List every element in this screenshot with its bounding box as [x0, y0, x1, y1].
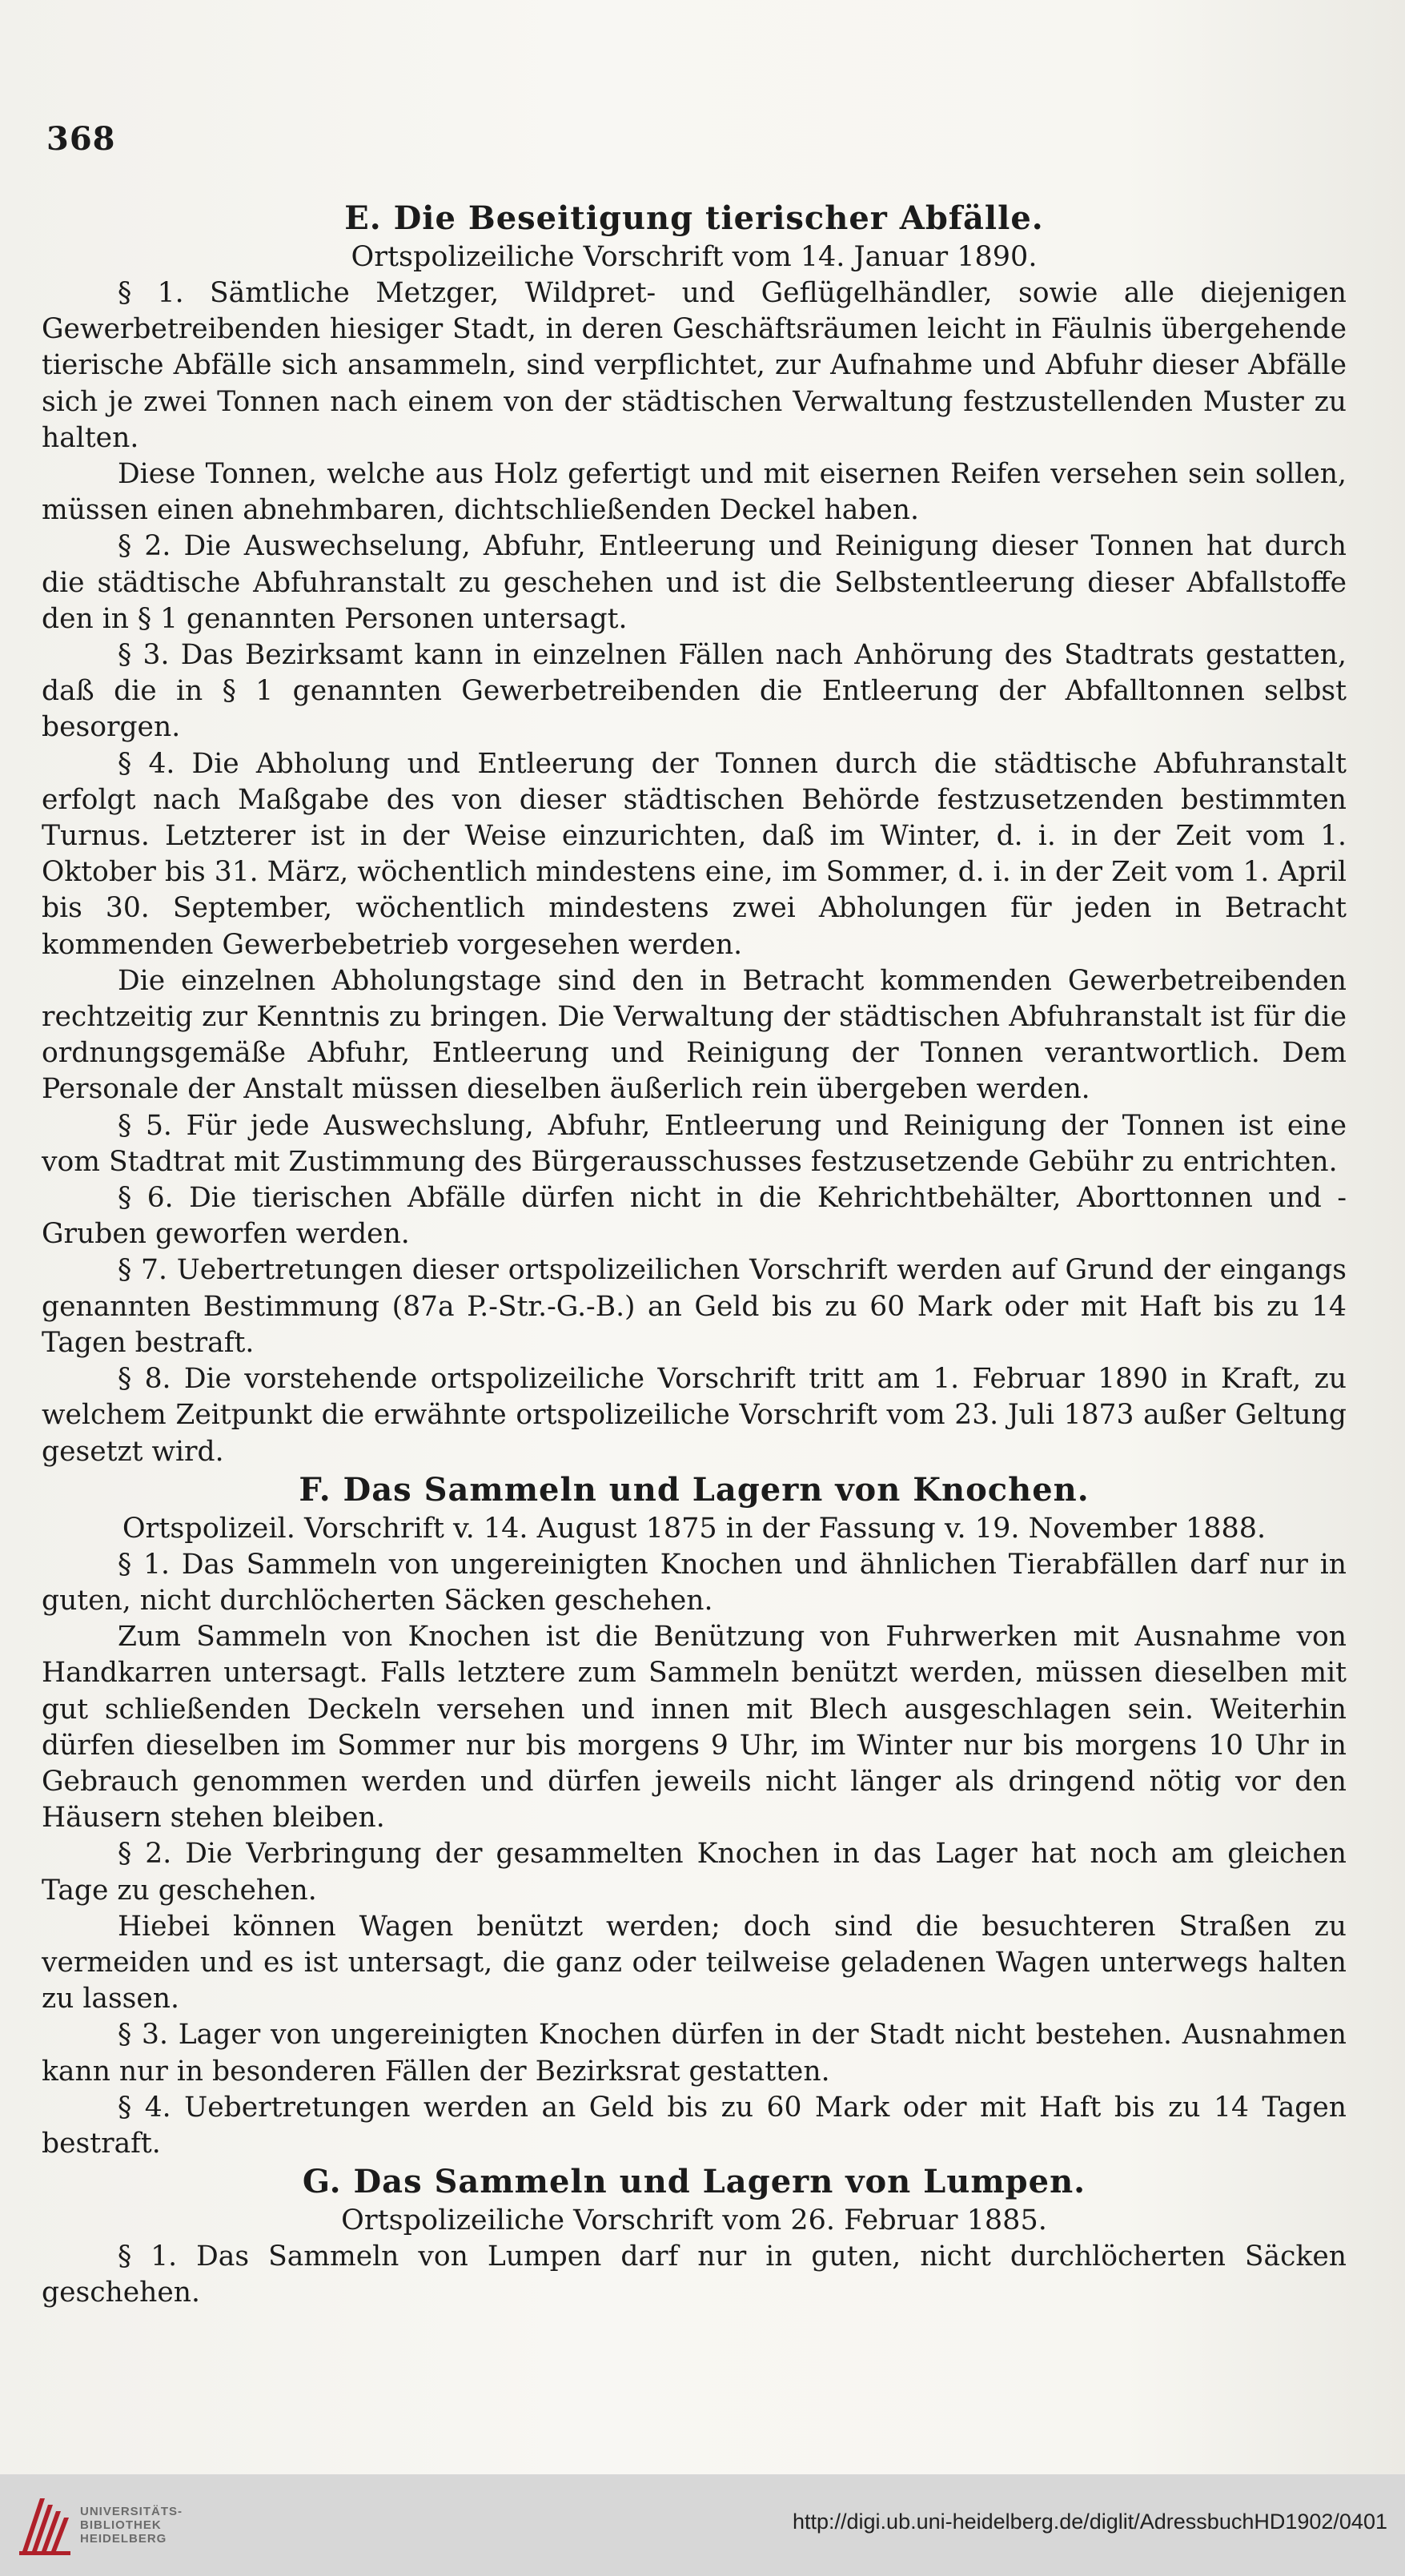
library-name-line: HEIDELBERG [80, 2532, 167, 2546]
paragraph: § 1. Das Sammeln von Lumpen darf nur in guten, nicht durchlöcherten Säcken geschehen. [42, 2240, 1347, 2309]
section-title-e: E. Die Beseitigung tierischer Abfälle. [344, 199, 1044, 237]
section-title-f: F. Das Sammeln und Lagern von Knochen. [299, 1470, 1090, 1509]
section-subtitle-g: Ortspolizeiliche Vorschrift vom 26. Februar 1885. [341, 2204, 1047, 2237]
section-title-g: G. Das Sammeln und Lagern von Lumpen. [302, 2163, 1086, 2201]
paragraph: Die einzelnen Abholungstage sind den in Betracht kommenden Gewerbetreibenden rechtzeitig zur Kenntnis zu bringen. Die Verwaltung der städtischen Abfuhranstalt ist für die ordnungsgemäße Abfuhr, Entleerung und Reinigung der Tonnen verantwortlich. Dem Personale der Anstalt müssen dieselben äußerlich rein übergeben werden. [42, 964, 1347, 1106]
paragraph: § 4. Uebertretungen werden an Geld bis zu 60 Mark oder mit Haft bis zu 14 Tagen bestraft. [42, 2091, 1347, 2160]
paragraph: § 3. Lager von ungereinigten Knochen dürfen in der Stadt nicht bestehen. Ausnahmen kann nur in besonderen Fällen der Bezirksrat gestatten. [42, 2019, 1347, 2088]
library-name-line: BIBLIOTHEK [80, 2518, 162, 2532]
library-name-line: UNIVERSITÄTS- [80, 2505, 183, 2518]
paragraph: § 7. Uebertretungen dieser ortspolizeilichen Vorschrift werden auf Grund der eingangs genannten Bestimmung (87a P.-Str.-G.-B.) an Geld bis zu 60 Mark oder mit Haft bis zu 14 Tagen bestraft. [42, 1254, 1347, 1359]
library-name [80, 2505, 183, 2546]
university-library-logo-icon [16, 2490, 72, 2558]
paragraph: Zum Sammeln von Knochen ist die Benützung von Fuhrwerken mit Ausnahme von Handkarren untersagt. Falls letztere zum Sammeln benützt werden, müssen dieselben mit gut schließenden Deckeln versehen und innen mit Blech ausgeschlagen sein. Weiterhin dürfen dieselben im Sommer nur bis morgens 9 Uhr, im Winter nur bis morgens 10 Uhr in Gebrauch genommen werden und dürfen jeweils nicht länger als dringend nötig vor den Häusern stehen bleiben. [42, 1621, 1347, 1835]
viewer-footer [0, 2474, 1405, 2576]
paragraph: Hiebei können Wagen benützt werden; doch sind die besuchteren Straßen zu vermeiden und es ist untersagt, die ganz oder teilweise geladenen Wagen unterwegs halten zu lassen. [42, 1910, 1347, 2015]
paragraph: § 1. Sämtliche Metzger, Wildpret- und Geflügelhändler, sowie alle diejenigen Gewerbetreibenden hiesiger Stadt, in deren Geschäftsräumen leicht in Fäulnis übergehende tierische Abfälle sich ansammeln, sind verpflichtet, zur Aufnahme und Abfuhr dieser Abfälle sich je zwei Tonnen nach einem von der städtischen Verwaltung festzustellenden Muster zu halten. [42, 277, 1347, 454]
paragraph: § 1. Das Sammeln von ungereinigten Knochen und ähnlichen Tierabfällen darf nur in guten, nicht durchlöcherten Säcken geschehen. [42, 1548, 1347, 1617]
page-number: 368 [46, 120, 116, 158]
paragraph: § 6. Die tierischen Abfälle dürfen nicht in die Kehrichtbehälter, Aborttonnen und -Gruben geworfen werden. [42, 1182, 1347, 1251]
section-subtitle-e: Ortspolizeiliche Vorschrift vom 14. Januar 1890. [351, 241, 1038, 273]
document-url-link[interactable]: http://digi.ub.uni-heidelberg.de/diglit/AdressbuchHD1902/0401 [792, 2510, 1387, 2534]
paragraph: § 8. Die vorstehende ortspolizeiliche Vorschrift tritt am 1. Februar 1890 in Kraft, zu welchem Zeitpunkt die erwähnte ortspolizeiliche Vorschrift vom 23. Juli 1873 außer Geltung gesetzt wird. [42, 1363, 1347, 1468]
paragraph: § 2. Die Auswechselung, Abfuhr, Entleerung und Reinigung dieser Tonnen hat durch die städtische Abfuhranstalt zu geschehen und ist die Selbstentleerung dieser Abfallstoffe den in § 1 genannten Personen untersagt. [42, 530, 1347, 635]
paragraph: § 2. Die Verbringung der gesammelten Knochen in das Lager hat noch am gleichen Tage zu geschehen. [42, 1838, 1347, 1907]
section-subtitle-f: Ortspolizeil. Vorschrift v. 14. August 1875 in der Fassung v. 19. November 1888. [122, 1512, 1267, 1545]
document-body [42, 199, 1347, 2312]
paragraph: Diese Tonnen, welche aus Holz gefertigt und mit eisernen Reifen versehen sein sollen, müssen einen abnehmbaren, dichtschließenden Deckel haben. [42, 458, 1347, 527]
paragraph: § 3. Das Bezirksamt kann in einzelnen Fällen nach Anhörung des Stadtrats gestatten, daß die in § 1 genannten Gewerbetreibenden die Entleerung der Abfalltonnen selbst besorgen. [42, 639, 1347, 744]
paragraph: § 5. Für jede Auswechslung, Abfuhr, Entleerung und Reinigung der Tonnen ist eine vom Stadtrat mit Zustimmung des Bürgerausschusses festzusetzende Gebühr zu entrichten. [42, 1109, 1347, 1178]
paragraph: § 4. Die Abholung und Entleerung der Tonnen durch die städtische Abfuhranstalt erfolgt nach Maßgabe des von dieser städtischen Behörde festzusetzenden bestimmten Turnus. Letzterer ist in der Weise einzurichten, daß im Winter, d. i. in der Zeit vom 1. Oktober bis 31. März, wöchentlich mindestens eine, im Sommer, d. i. in der Zeit vom 1. April bis 30. September, wöchentlich mindestens zwei Abholungen für jeden in Betracht kommenden Gewerbebetrieb vorgesehen werden. [42, 747, 1347, 961]
